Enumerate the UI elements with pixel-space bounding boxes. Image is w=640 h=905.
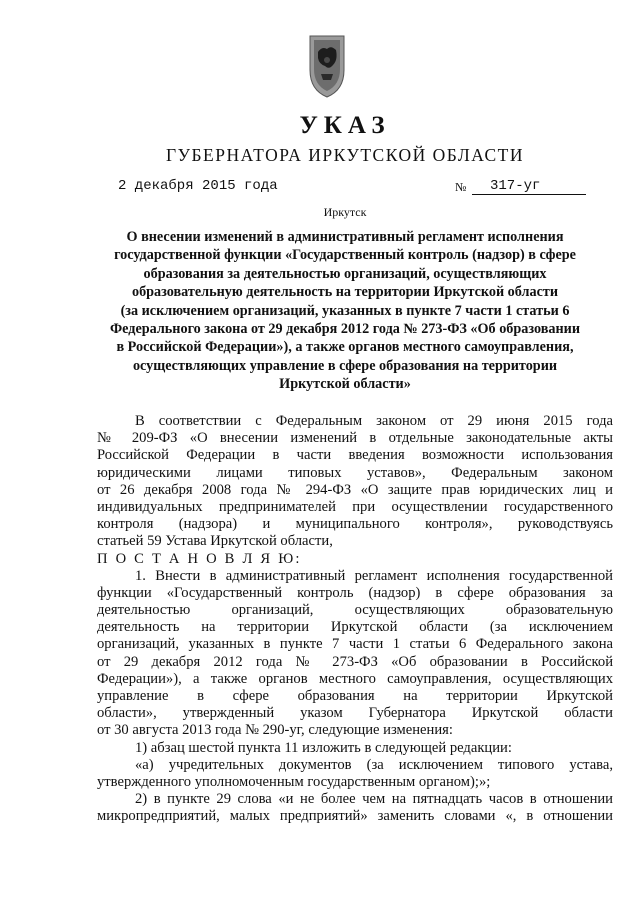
body-line: деятельность на территории Иркутской области (за исключением bbox=[97, 619, 613, 636]
body-line: микропредприятий, малых предприятий» заменить словами «, в отношении bbox=[97, 808, 613, 825]
document-type-title: УКАЗ bbox=[299, 112, 391, 139]
document-number: 317-уг bbox=[472, 178, 586, 195]
body-line: функции «Государственный контроль (надзор) в сфере образования за bbox=[97, 584, 613, 601]
heading-line: в Российской Федерации»), а также органов местного самоуправления, bbox=[116, 339, 574, 356]
heading-line: Федерального закона от 29 декабря 2012 года № 273-ФЗ «Об образовании bbox=[109, 321, 581, 338]
body-line: Российской Федерации в части введения возможности использования bbox=[97, 447, 613, 464]
body-line: юридическими лицами типовых уставов», Федеральным законом bbox=[97, 464, 613, 481]
body-line: «а) учредительных документов (за исключением типового устава, bbox=[135, 756, 613, 773]
heading-line: образовательную деятельность на территории Иркутской области bbox=[131, 284, 559, 301]
body-line: организаций, указанных в пункте 7 части 1 статьи 6 Федерального закона bbox=[97, 636, 613, 653]
heading-line: осуществляющих управление в сфере образования на территории bbox=[132, 357, 558, 374]
body-line: от 26 декабря 2008 года № 294-ФЗ «О защите прав юридических лиц и bbox=[97, 481, 613, 498]
document-city: Иркутск bbox=[323, 205, 367, 219]
heading-line: Иркутской области» bbox=[279, 376, 411, 393]
body-line: управление в сфере образования на территории Иркутской bbox=[97, 688, 613, 704]
body-line: области», утвержденный указом Губернатора Иркутской области bbox=[97, 705, 613, 722]
body-line: Федерации»), а также органов местного самоуправления, осуществляющих bbox=[97, 670, 613, 687]
body-line: 1) абзац шестой пункта 11 изложить в следующей редакции: bbox=[135, 739, 512, 756]
body-line: В соответствии с Федеральным законом от 29 июня 2015 года bbox=[135, 413, 613, 429]
document-heading bbox=[100, 228, 590, 394]
body-line: индивидуальных предпринимателей при осуществлении государственного bbox=[97, 498, 613, 515]
body-line: 2) в пункте 29 слова «и не более чем на пятнадцать часов в отношении bbox=[135, 791, 613, 808]
body-line: контроля (надзора) и муниципального контроля», руководствуясь bbox=[97, 516, 613, 533]
body-line: от 30 августа 2013 года № 290-уг, следующие изменения: bbox=[97, 722, 453, 739]
body-line: № 209-ФЗ «О внесении изменений в отдельные законодательные акты bbox=[97, 430, 613, 447]
heading-line: О внесении изменений в административный регламент исполнения bbox=[126, 229, 564, 245]
body-line: деятельностью организаций, осуществляющих образовательную bbox=[97, 602, 613, 619]
heading-line: (за исключением организаций, указанных в пункте 7 части 1 статьи 6 bbox=[120, 302, 570, 319]
body-line: статьей 59 Устава Иркутской области, bbox=[97, 533, 333, 550]
coat-of-arms-icon bbox=[307, 30, 347, 100]
document-date: 2 декабря 2015 года bbox=[118, 178, 278, 194]
heading-line: государственной функции «Государственный контроль (надзор) в сфере bbox=[114, 247, 576, 264]
resolution-word: П О С Т А Н О В Л Я Ю: bbox=[97, 550, 302, 567]
body-line: утвержденного уполномоченным государственным органом);»; bbox=[97, 773, 491, 790]
body-line: от 29 декабря 2012 года № 273-ФЗ «Об образовании в Российской bbox=[97, 653, 613, 670]
number-label: № bbox=[455, 180, 467, 194]
document-body bbox=[97, 413, 613, 826]
body-line: 1. Внести в административный регламент исполнения государственной bbox=[135, 567, 613, 584]
issuer-title: ГУБЕРНАТОРА ИРКУТСКОЙ ОБЛАСТИ bbox=[165, 145, 525, 165]
heading-line: образования за деятельностью организаций, осуществляющих bbox=[143, 265, 547, 282]
